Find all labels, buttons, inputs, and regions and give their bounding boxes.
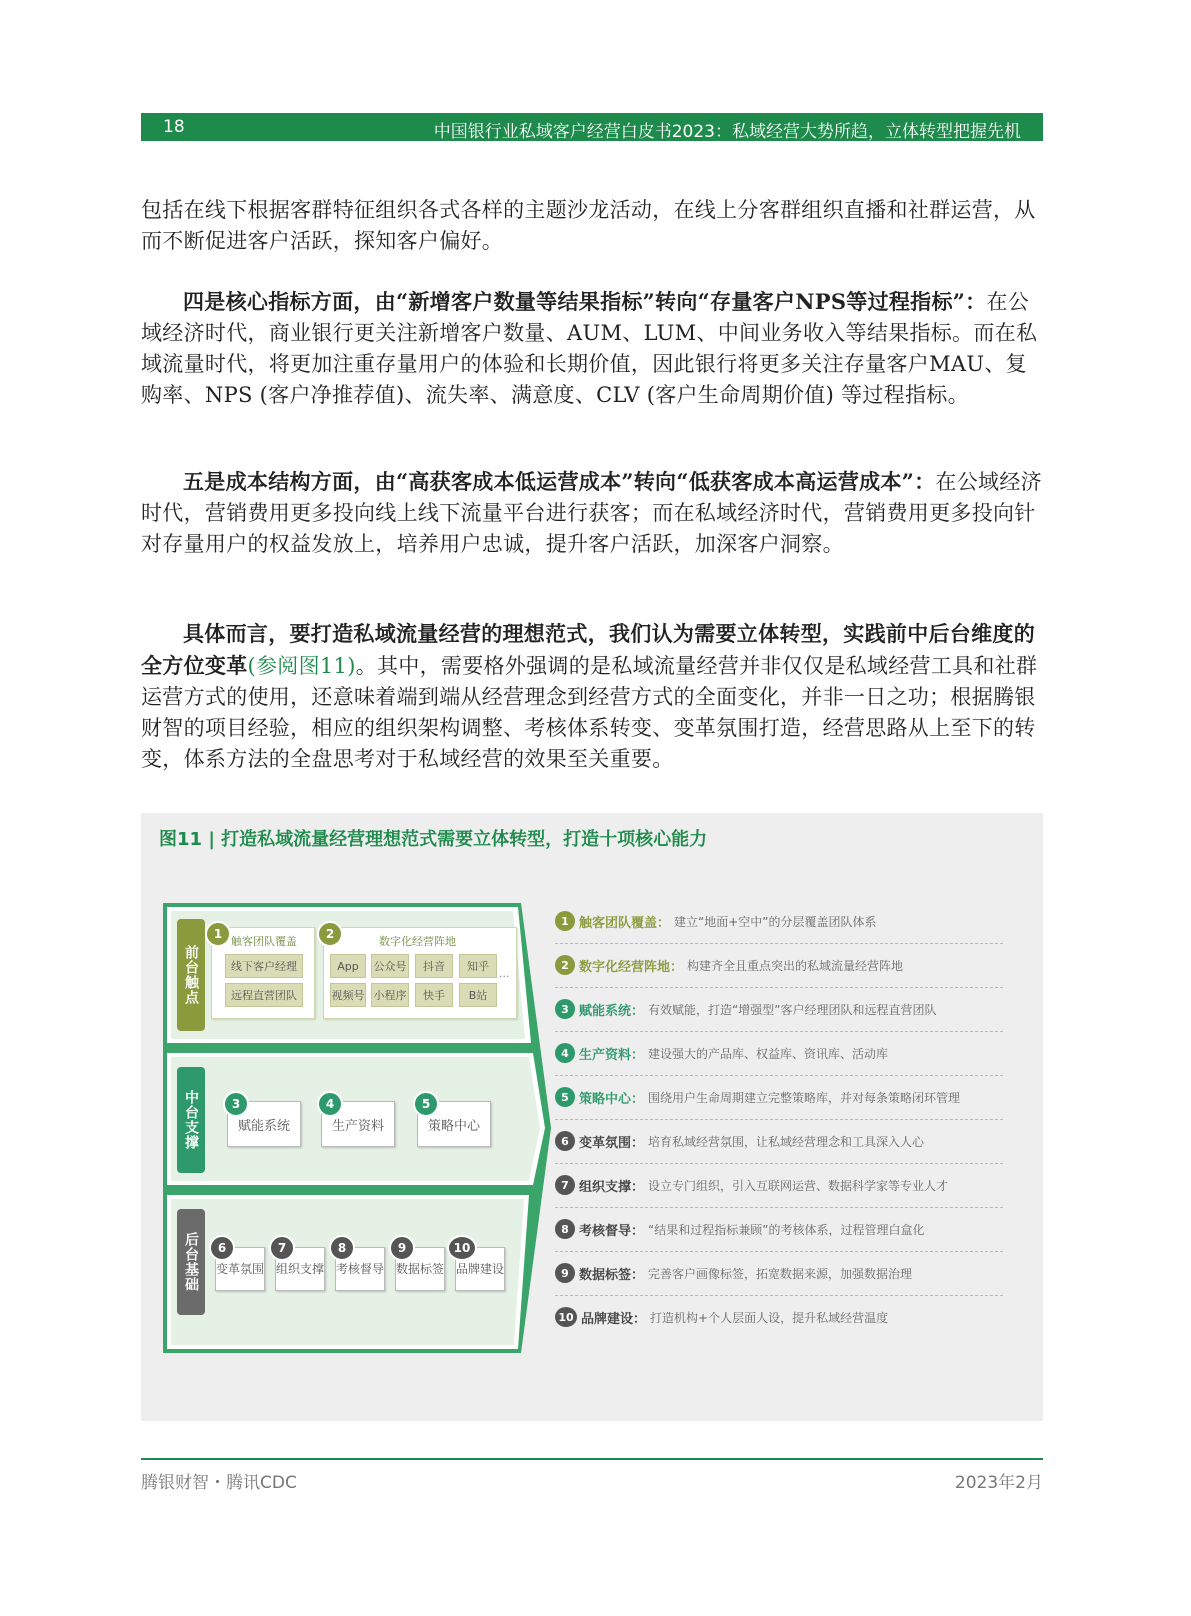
capability-description: 设立专门组织，引入互联网运营、数据科学家等专业人才 — [648, 1178, 949, 1193]
back-box-data-tags-number: 9 — [389, 1235, 415, 1261]
page-number: 18 — [163, 117, 185, 137]
capability-description: 建立“地面+空中”的分层覆盖团队体系 — [674, 914, 877, 929]
tier-label-back: 后台基础 — [177, 1209, 205, 1315]
paragraph-3-text: 在公域经济时代，营销费用更多投向线上线下流量平台进行获客；而在私域经济时代，营销费用更多投向针对存量用户的权益发放上，培养用户忠诚，提升客户活跃，加深客户洞察。 — [141, 470, 1042, 556]
middle-box-enablement-number: 3 — [223, 1091, 249, 1117]
back-box-culture: 变革氛围 — [215, 1247, 265, 1291]
footer-date: 2023年2月 — [954, 1473, 1043, 1493]
capability-item — [555, 899, 1003, 944]
chip-video-channel: 视频号 — [330, 983, 366, 1007]
capability-number: 8 — [555, 1219, 575, 1239]
paragraph-4-text: 。其中，需要格外强调的是私域流量经营并非仅仅是私域经营工具和社群运营方式的使用，还意味着端到端从经营理念到经营方式的全面变化，并非一日之功；根据腾银财智的项目经验，相应的组织架构调整、考核体系转变、变革氛围打造，经营思路从上至下的转变，体系方法的全盘思考对于私域经营的效果至关重要。 — [141, 654, 1038, 771]
capability-number: 2 — [555, 955, 575, 975]
capability-number: 1 — [555, 911, 575, 931]
back-box-culture-number: 6 — [209, 1235, 235, 1261]
chip-offline-manager: 线下客户经理 — [225, 954, 303, 978]
paragraph-4 — [141, 618, 1043, 775]
front-box-digital-number: 2 — [317, 921, 343, 947]
capability-title: 赋能系统： — [579, 1003, 645, 1019]
chip-wechat-official: 公众号 — [371, 954, 409, 978]
chip-remote-team: 远程直营团队 — [225, 983, 303, 1007]
capability-title: 品牌建设： — [581, 1311, 647, 1327]
middle-box-materials-number: 4 — [317, 1091, 343, 1117]
capability-item — [555, 1119, 1003, 1164]
header-bar — [141, 113, 1043, 141]
capability-title: 策略中心： — [579, 1091, 645, 1107]
front-box-team-title: 触客团队覆盖 — [231, 935, 297, 948]
chip-kuaishou: 快手 — [415, 983, 453, 1007]
back-box-org-number: 7 — [269, 1235, 295, 1261]
capability-number: 4 — [555, 1043, 575, 1063]
paragraph-3-heading: 五是成本结构方面，由“高获客成本低运营成本”转向“低获客成本高运营成本”： — [183, 469, 936, 494]
capability-description: 构建齐全且重点突出的私域流量经营阵地 — [687, 958, 904, 973]
capability-item — [555, 1295, 1003, 1339]
capability-item — [555, 1075, 1003, 1120]
capability-description: 完善客户画像标签，拓宽数据来源，加强数据治理 — [648, 1266, 913, 1281]
front-box-digital-title: 数字化经营阵地 — [379, 935, 456, 948]
middle-box-strategy-number: 5 — [413, 1091, 439, 1117]
capability-description: 打造机构+个人层面人设，提升私域经营温度 — [650, 1310, 889, 1325]
footer-divider — [141, 1458, 1043, 1460]
header-title: 中国银行业私域客户经营白皮书2023：私域经营大势所趋，立体转型把握先机 — [433, 122, 1021, 142]
chip-mini-program: 小程序 — [371, 983, 409, 1007]
back-box-assessment: 考核督导 — [335, 1247, 385, 1291]
tier-label-middle: 中台支撑 — [177, 1067, 205, 1173]
front-box-team-number: 1 — [205, 921, 231, 947]
back-box-brand-number: 10 — [447, 1235, 477, 1261]
capability-title: 变革氛围： — [579, 1135, 645, 1151]
capability-number: 9 — [555, 1263, 575, 1283]
paragraph-4-heading: 具体而言，要打造私域流量经营的理想范式，我们认为需要立体转型，实践前中后台维度的全方位变革 — [141, 621, 1035, 678]
capability-item — [555, 1251, 1003, 1296]
middle-box-enablement: 赋能系统 — [227, 1101, 301, 1147]
paragraph-1: 包括在线下根据客群特征组织各式各样的主题沙龙活动，在线上分客群组织直播和社群运营，从而不断促进客户活跃，探知客户偏好。 — [141, 198, 1036, 253]
back-box-assessment-number: 8 — [329, 1235, 355, 1261]
back-box-org: 组织支撑 — [275, 1247, 325, 1291]
capability-title: 数据标签： — [579, 1267, 645, 1283]
paragraph-3 — [141, 466, 1043, 560]
capability-title: 考核督导： — [579, 1223, 645, 1239]
capability-number: 10 — [555, 1307, 577, 1327]
middle-box-strategy: 策略中心 — [417, 1101, 491, 1147]
capability-description: 围绕用户生命周期建立完整策略库，并对每条策略闭环管理 — [648, 1090, 961, 1105]
capability-item — [555, 943, 1003, 988]
figure-reference-link[interactable]: (参阅图11) — [247, 654, 356, 678]
capability-diagram — [163, 903, 563, 1353]
capability-description: “结果和过程指标兼顾”的考核体系，过程管理白盒化 — [648, 1222, 925, 1237]
paragraph-2 — [141, 286, 1043, 411]
capability-item — [555, 1031, 1003, 1076]
figure-11 — [141, 813, 1043, 1421]
back-box-data-tags: 数据标签 — [395, 1247, 445, 1291]
footer-publisher: 腾银财智・腾讯CDC — [141, 1473, 297, 1493]
capability-description: 培育私域经营氛围，让私域经营理念和工具深入人心 — [648, 1134, 925, 1149]
chip-bilibili: B站 — [459, 983, 497, 1007]
chip-zhihu: 知乎 — [459, 954, 497, 978]
capability-title: 触客团队覆盖： — [579, 915, 671, 931]
capability-number: 7 — [555, 1175, 575, 1195]
chip-app: App — [330, 954, 366, 978]
paragraph-2-text: 在公域经济时代，商业银行更关注新增客户数量、AUM、LUM、中间业务收入等结果指标。而在私域流量时代，将更加注重存量用户的体验和长期价值，因此银行将更多关注存量客户MAU、复购率、NPS (客户净推荐值)、流失率、满意度、CLV (客户生命周期价值) 等过程指标。 — [141, 290, 1038, 407]
capability-number: 3 — [555, 999, 575, 1019]
capability-number: 5 — [555, 1087, 575, 1107]
capability-title: 组织支撑： — [579, 1179, 645, 1195]
middle-box-materials: 生产资料 — [321, 1101, 395, 1147]
capability-number: 6 — [555, 1131, 575, 1151]
figure-title: 图11 | 打造私域流量经营理想范式需要立体转型，打造十项核心能力 — [159, 829, 708, 850]
capability-item — [555, 1207, 1003, 1252]
capability-description: 建设强大的产品库、权益库、资讯库、活动库 — [648, 1046, 889, 1061]
capability-description: 有效赋能，打造“增强型”客户经理团队和远程直营团队 — [648, 1002, 937, 1017]
chip-more: ... — [499, 967, 510, 980]
chip-douyin: 抖音 — [415, 954, 453, 978]
capability-title: 生产资料： — [579, 1047, 645, 1063]
capability-title: 数字化经营阵地： — [579, 959, 684, 975]
capability-item — [555, 987, 1003, 1032]
tier-label-front: 前台触点 — [177, 919, 205, 1031]
back-box-brand: 品牌建设 — [455, 1247, 505, 1291]
paragraph-2-heading: 四是核心指标方面，由“新增客户数量等结果指标”转向“存量客户NPS等过程指标”： — [183, 289, 987, 314]
capability-item — [555, 1163, 1003, 1208]
